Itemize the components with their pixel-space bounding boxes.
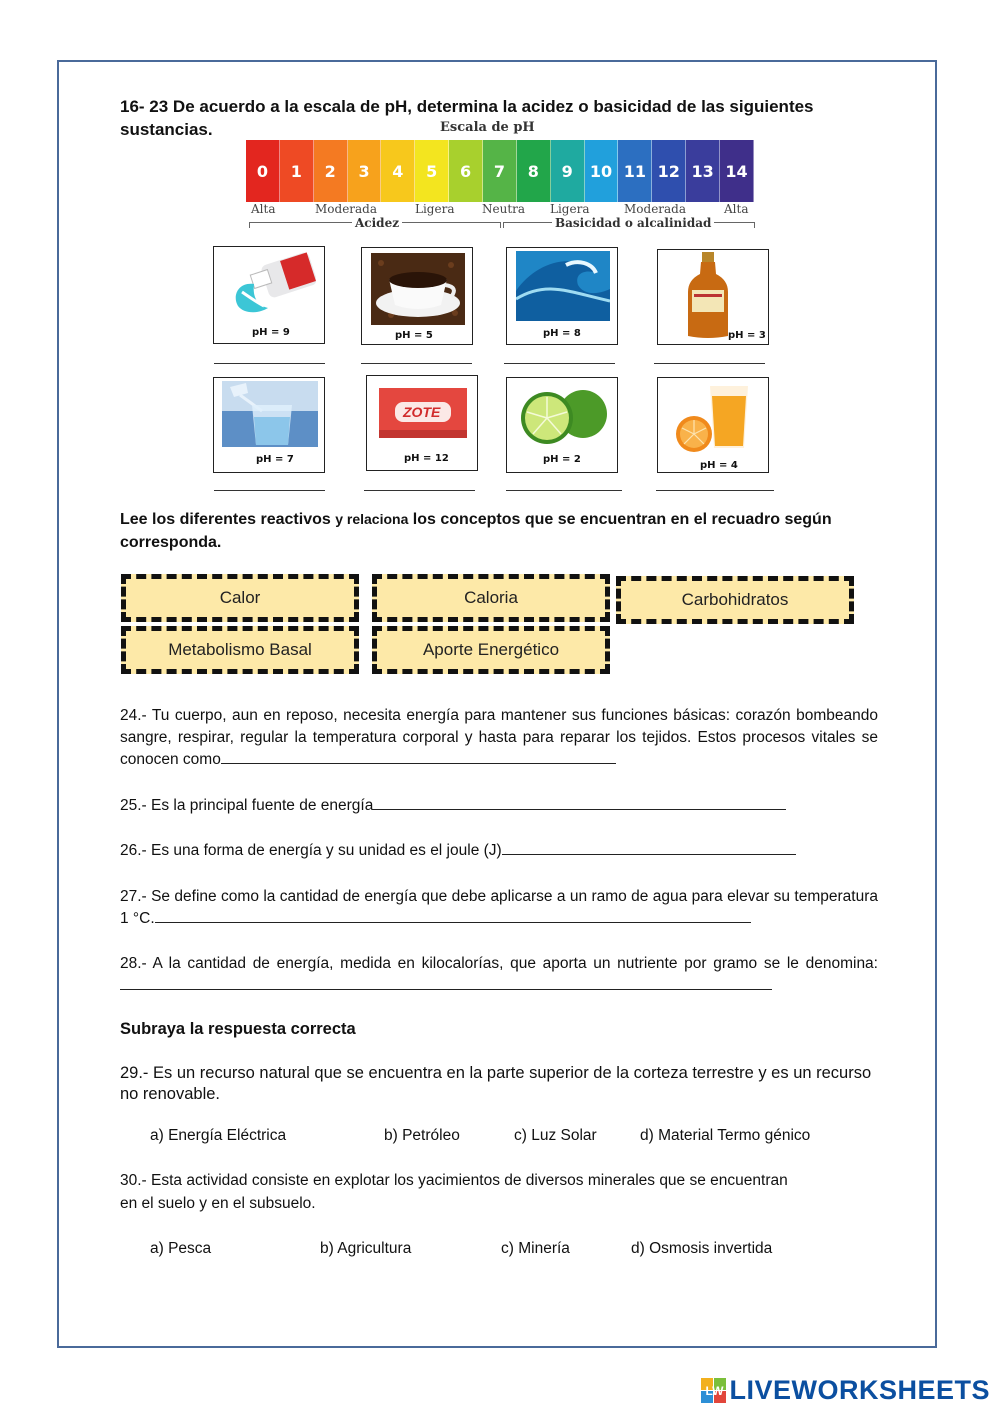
liveworksheets-icon — [701, 1378, 727, 1404]
q29-option-a[interactable]: a) Energía Eléctrica — [150, 1127, 287, 1144]
card-water-glass — [213, 377, 325, 473]
ph-cell-8: 8 — [517, 140, 551, 202]
lime-icon — [517, 384, 609, 446]
ph-cell-4: 4 — [381, 140, 415, 202]
ph-label-moderada-base: Moderada — [624, 202, 687, 216]
answer-line[interactable] — [221, 749, 616, 764]
answer-line[interactable] — [373, 795, 786, 810]
question-28 — [120, 953, 878, 997]
ph-label-neutra: Neutra — [482, 202, 526, 216]
q30-option-b[interactable]: b) Agricultura — [320, 1240, 412, 1257]
liveworksheets-text: LIVEWORKSHEETS — [729, 1375, 990, 1405]
wave-icon — [516, 251, 610, 321]
ph-value: pH = 8 — [543, 328, 581, 339]
ph-label-alta-acid: Alta — [251, 202, 276, 216]
page-frame — [57, 60, 937, 1348]
question-27-text: 27.- Se define como la cantidad de energía que debe aplicarse a un ramo de agua para elevar su temperatura 1 °C. — [120, 888, 878, 927]
zote-brand: ZOTE — [403, 404, 441, 420]
ph-cell-1: 1 — [280, 140, 314, 202]
ph-cell-0: 0 — [246, 140, 280, 202]
toothpaste-icon — [224, 252, 316, 322]
instructions-part-c: los conceptos que se encuentran en el recuadro según corresponda. — [120, 511, 832, 551]
question-25-text: 25.- Es la principal fuente de energía — [120, 797, 374, 814]
ph-value: pH = 4 — [700, 460, 738, 471]
answer-line[interactable] — [656, 490, 774, 491]
card-lime — [506, 377, 618, 473]
ph-cell-11: 11 — [618, 140, 652, 202]
ph-cell-10: 10 — [585, 140, 619, 202]
question-26-text: 26.- Es una forma de energía y su unidad es el joule (J) — [120, 842, 502, 859]
ph-label-ligera-acid: Ligera — [415, 202, 455, 216]
answer-line[interactable] — [364, 490, 475, 491]
answer-line[interactable] — [120, 975, 772, 990]
question-26 — [120, 840, 878, 862]
answer-line[interactable] — [502, 840, 796, 855]
answer-line[interactable] — [214, 363, 325, 364]
card-vinegar — [657, 249, 769, 345]
ph-cell-13: 13 — [686, 140, 720, 202]
ph-cell-5: 5 — [415, 140, 449, 202]
instructions-part-b: y relaciona — [335, 511, 409, 527]
question-28-text: 28.- A la cantidad de energía, medida en kilocalorías, que aporta un nutriente por gramo se le denomina: — [120, 955, 878, 972]
answer-line[interactable] — [361, 363, 472, 364]
question-25 — [120, 795, 878, 817]
concept-aporte-energetico[interactable]: Aporte Energético — [372, 626, 610, 674]
question-29-text: 29.- Es un recurso natural que se encuentra en la parte superior de la corteza terrestre y es un recurso no renovable. — [120, 1064, 872, 1103]
question-27 — [120, 886, 878, 930]
answer-line[interactable] — [504, 363, 615, 364]
instructions-part-a: Lee los diferentes reactivos — [120, 511, 336, 528]
question-30-line2: en el suelo y en el subsuelo. — [120, 1195, 316, 1212]
concept-carbohidratos[interactable]: Carbohidratos — [616, 576, 854, 624]
card-toothpaste — [213, 246, 325, 344]
ph-value: pH = 9 — [252, 327, 290, 338]
ph-value: pH = 3 — [728, 330, 766, 341]
ph-cell-6: 6 — [449, 140, 483, 202]
q29-option-c[interactable]: c) Luz Solar — [514, 1127, 597, 1144]
water-glass-icon — [222, 381, 318, 447]
question-24 — [120, 705, 878, 771]
ph-value: pH = 5 — [395, 330, 433, 341]
ph-cell-14: 14 — [720, 140, 754, 202]
q30-option-a[interactable]: a) Pesca — [150, 1240, 212, 1257]
answer-line[interactable] — [506, 490, 622, 491]
orange-juice-icon — [672, 382, 756, 454]
q30-option-c[interactable]: c) Minería — [501, 1240, 570, 1257]
concept-calor[interactable]: Calor — [121, 574, 359, 622]
ph-cell-3: 3 — [348, 140, 382, 202]
q29-option-b[interactable]: b) Petróleo — [384, 1127, 460, 1144]
ph-scale-bar — [246, 140, 754, 202]
card-coffee — [361, 247, 473, 345]
ph-cell-12: 12 — [652, 140, 686, 202]
ph-scale-title: Escala de pH — [440, 120, 535, 135]
ph-value: pH = 7 — [256, 454, 294, 465]
ph-question-heading: 16- 23 De acuerdo a la escala de pH, determina la acidez o basicidad de las siguientes sustancias. — [120, 97, 814, 139]
answer-line[interactable] — [654, 363, 765, 364]
logo-icon-letters: LW — [705, 1383, 724, 1398]
answer-line[interactable] — [155, 908, 751, 923]
q29-option-d[interactable]: d) Material Termo génico — [640, 1127, 811, 1144]
ph-value: pH = 2 — [543, 454, 581, 465]
question-30-line1: 30.- Esta actividad consiste en explotar los yacimientos de diversos minerales que se encuentran — [120, 1172, 788, 1189]
ph-label-alta-base: Alta — [724, 202, 749, 216]
q30-option-d[interactable]: d) Osmosis invertida — [631, 1240, 773, 1257]
ph-label-ligera-base: Ligera — [550, 202, 590, 216]
card-sea-water — [506, 247, 618, 345]
concept-metabolismo-basal[interactable]: Metabolismo Basal — [121, 626, 359, 674]
section-subraya-title: Subraya la respuesta correcta — [120, 1020, 356, 1038]
concept-caloria[interactable]: Caloria — [372, 574, 610, 622]
liveworksheets-logo[interactable] — [701, 1375, 990, 1406]
card-orange-juice — [657, 377, 769, 473]
ph-cell-7: 7 — [483, 140, 517, 202]
ph-value: pH = 12 — [404, 453, 449, 464]
card-zote-soap — [366, 375, 478, 471]
answer-line[interactable] — [214, 490, 325, 491]
question-24-text: 24.- Tu cuerpo, aun en reposo, necesita energía para mantener sus funciones básicas: corazón bombeando sangre, respirar, regular la temperatura corporal y hasta para reparar los tejidos. Estos procesos vitales se conocen como — [120, 707, 878, 768]
acidez-label: Acidez — [352, 216, 402, 230]
concepts-instructions — [120, 508, 880, 554]
basicidad-label: Basicidad o alcalinidad — [552, 216, 714, 230]
ph-label-moderada-acid: Moderada — [315, 202, 378, 216]
ph-cell-2: 2 — [314, 140, 348, 202]
ph-cell-9: 9 — [551, 140, 585, 202]
vinegar-bottle-icon — [686, 252, 730, 340]
coffee-icon — [371, 253, 465, 325]
